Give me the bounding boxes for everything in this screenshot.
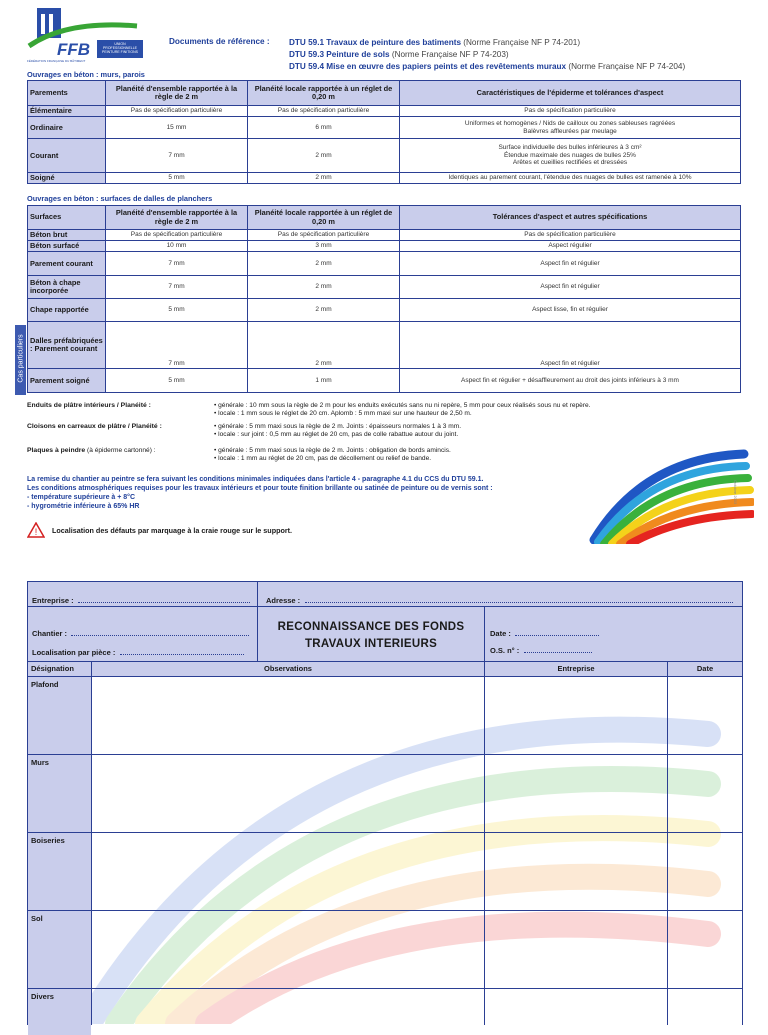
localisation-line: [120, 648, 244, 655]
section2-title: Ouvrages en béton : surfaces de dalles de planchers: [27, 194, 213, 203]
form-row-murs[interactable]: [28, 755, 742, 833]
entreprise-line: [78, 596, 250, 603]
condition-line: - hygrométrie inférieure à 65% HR: [27, 503, 140, 510]
row-label-sol: Sol: [28, 911, 91, 988]
cell: 2 mm: [248, 322, 400, 369]
cell: 7 mm: [106, 322, 248, 369]
svg-text:!: !: [34, 527, 38, 537]
inspection-form: [27, 581, 743, 1025]
table-row: [28, 106, 741, 117]
localisation-field[interactable]: [32, 642, 254, 660]
cell: Identiques au parement courant, l'étendue des nuages de bulles est ramenée à 10%: [400, 173, 741, 184]
adresse-label: Adresse :: [266, 596, 301, 605]
condition-line: La remise du chantier au peintre se fera suivant les conditions minimales indiquées dans l'article 4 - paragraphe 4.1 du CCS du DTU 59.1.: [27, 476, 484, 483]
cell: 2 mm: [248, 173, 400, 184]
table-header-row: [28, 81, 741, 106]
row-label: Dalles préfabriquées : Parement courant: [28, 322, 106, 369]
cell: 7 mm: [106, 139, 248, 173]
side-label-text: Cas particuliers: [17, 334, 25, 383]
row-label: Élémentaire: [28, 106, 106, 117]
localisation-label: Localisation par pièce :: [32, 648, 116, 657]
cell: Uniformes et homogènes / Nids de cailloux ou zones sableuses ragréées Balèvres affleurées par meulage: [400, 117, 741, 139]
cell: Pas de spécification particulière: [106, 230, 248, 241]
row-label: Béton à chape incorporée: [28, 276, 106, 299]
row-label: Ordinaire: [28, 117, 106, 139]
chantier-label: Chantier :: [32, 629, 68, 638]
col-header: Tolérances d'aspect et autres spécifications: [400, 206, 741, 230]
os-field[interactable]: [490, 640, 592, 658]
section1-title: Ouvrages en béton : murs, parois: [27, 70, 145, 79]
cell: 3 mm: [248, 241, 400, 252]
table-row: [28, 322, 741, 369]
condition-line: - température supérieure à + 8°C: [27, 494, 136, 501]
form-row-plafond[interactable]: [28, 677, 742, 755]
walls-spec-table: [27, 80, 741, 184]
col-header: Planéité locale rapportée à un réglet de 0,20 m: [248, 81, 400, 106]
cell: 5 mm: [106, 173, 248, 184]
cell: Pas de spécification particulière: [248, 106, 400, 117]
divider: [257, 582, 258, 606]
row-label: Courant: [28, 139, 106, 173]
cell: 2 mm: [248, 299, 400, 322]
cell: 7 mm: [106, 276, 248, 299]
rainbow-graphic: [584, 448, 754, 544]
cell: 2 mm: [248, 276, 400, 299]
cell: 2 mm: [248, 139, 400, 173]
conditions-block: [27, 475, 597, 511]
col-header: Planéité d'ensemble rapportée à la règle de 2 m: [106, 81, 248, 106]
row-label: Béton surfacé: [28, 241, 106, 252]
col-designation: Désignation: [31, 664, 74, 673]
form-title: [258, 619, 484, 653]
table-row: [28, 230, 741, 241]
row-label-boiseries: Boiseries: [28, 833, 91, 910]
form-title-line2: TRAVAUX INTERIEURS: [304, 638, 438, 650]
col-header: Planéité d'ensemble rapportée à la règle de 2 m: [106, 206, 248, 230]
row-label-plafond: Plafond: [28, 677, 91, 754]
reference-list: [289, 37, 685, 73]
cell: Aspect fin et régulier: [400, 276, 741, 299]
date-stamp: Octobre 2003: [733, 480, 738, 505]
cell: 5 mm: [106, 299, 248, 322]
table-row: [28, 276, 741, 299]
cell: 10 mm: [106, 241, 248, 252]
cell: 7 mm: [106, 252, 248, 276]
logo-text: FFB: [57, 40, 91, 59]
chantier-line: [71, 629, 249, 636]
table-row: [28, 369, 741, 393]
chantier-field[interactable]: [32, 623, 254, 641]
cell: 1 mm: [248, 369, 400, 393]
table-row: [28, 299, 741, 322]
cell: Aspect fin et régulier + désaffleurement au droit des joints inférieurs à 3 mm: [400, 369, 741, 393]
col-entreprise: Entreprise: [557, 664, 595, 673]
col-header: Parements: [28, 81, 106, 106]
side-label-cas-particuliers: [15, 325, 26, 395]
col-header: Caractéristiques de l'épiderme et tolérances d'aspect: [400, 81, 741, 106]
table-row: [28, 241, 741, 252]
col-header: Surfaces: [28, 206, 106, 230]
form-title-line1: RECONNAISSANCE DES FONDS: [277, 621, 465, 633]
ffb-logo: [27, 6, 147, 62]
col-observations: Observations: [264, 664, 312, 673]
col-header: Planéité locale rapportée à un réglet de 0,20 m: [248, 206, 400, 230]
cell: Pas de spécification particulière: [400, 230, 741, 241]
row-label: Parement courant: [28, 252, 106, 276]
condition-line: Les conditions atmosphériques requises pour les travaux intérieurs et pour toute finition brillante ou satinée de peinture ou de vernis sont :: [27, 485, 493, 492]
form-row-chantier: [28, 607, 742, 662]
entreprise-label: Entreprise :: [32, 596, 74, 605]
divider: [484, 607, 485, 661]
cell: 6 mm: [248, 117, 400, 139]
cell: Aspect fin et régulier: [400, 252, 741, 276]
reference-item: DTU 59.3 Peinture de sols (Norme Française NF P 74-203): [289, 50, 509, 59]
reference-item: DTU 59.1 Travaux de peinture des batiments (Norme Française NF P 74-201): [289, 38, 581, 47]
col-date: Date: [696, 664, 714, 673]
reference-item: DTU 59.4 Mise en œuvre des papiers peints et des revêtements muraux (Norme Française NF P 74-204): [289, 62, 686, 71]
cell: Aspect lisse, fin et régulier: [400, 299, 741, 322]
adresse-field[interactable]: [266, 590, 736, 608]
form-row-divers[interactable]: [28, 989, 742, 1029]
warning-icon: [27, 522, 45, 543]
date-label: Date :: [490, 629, 511, 638]
form-column-header: [28, 662, 742, 677]
cell: Surface individuelle des bulles inférieures à 3 cm² Étendue maximale des nuages de bulles 25% Arêtes et cueillies rectifiées et dressées: [400, 139, 741, 173]
note-lines: • générale : 10 mm sous la règle de 2 m pour les enduits exécutés sans nu ni repère, 5 mm pour ceux réalisés sous nu et repère. • locale : 1 mm sous le réglet de 20 cm. Aplomb : 5 mm maxi sur une hauteur de 2,50 m.: [214, 402, 591, 417]
warning-text: Localisation des défauts par marquage à la craie rouge sur le support.: [52, 526, 293, 535]
date-line: [515, 629, 599, 636]
adresse-line: [305, 596, 733, 603]
reference-label: Documents de référence :: [169, 37, 270, 46]
cell: Pas de spécification particulière: [106, 106, 248, 117]
row-label: Soigné: [28, 173, 106, 184]
cell: Pas de spécification particulière: [248, 230, 400, 241]
form-row-boiseries[interactable]: [28, 833, 742, 911]
cell: 5 mm: [106, 369, 248, 393]
date-field[interactable]: [490, 623, 599, 641]
table-row: [28, 117, 741, 139]
note-key: Plaques à peindre (à épiderme cartonné) :: [27, 447, 156, 454]
form-row-sol[interactable]: [28, 911, 742, 989]
row-label-divers: Divers: [28, 989, 91, 1035]
entreprise-field[interactable]: [32, 590, 252, 608]
logo-tagline: FÉDÉRATION FRANÇAISE DU BÂTIMENT: [27, 59, 86, 63]
note-key: Enduits de plâtre intérieurs / Planéité :: [27, 402, 151, 409]
table-row: [28, 139, 741, 173]
table-header-row: [28, 206, 741, 230]
table-row: [28, 173, 741, 184]
note-key: Cloisons en carreaux de plâtre / Planéité :: [27, 423, 162, 430]
cell: 15 mm: [106, 117, 248, 139]
slabs-spec-table: [27, 205, 741, 393]
logo-subtext: UNION PROFESSIONNELLE PEINTURE FINITIONS: [102, 42, 138, 54]
row-label: Béton brut: [28, 230, 106, 241]
cell: 2 mm: [248, 252, 400, 276]
cell: Aspect fin et régulier: [400, 322, 741, 369]
form-row-entreprise: [28, 582, 742, 607]
cell: Pas de spécification particulière: [400, 106, 741, 117]
row-label: Parement soigné: [28, 369, 106, 393]
os-label: O.S. n° :: [490, 646, 520, 655]
row-label: Chape rapportée: [28, 299, 106, 322]
cell: Aspect régulier: [400, 241, 741, 252]
note-lines: • générale : 5 mm maxi sous la règle de 2 m. Joints : épaisseurs normales 1 à 3 mm. • locale : sur joint : 0,5 mm au réglet de 20 cm, pas de colle rabattue autour du joint.: [214, 423, 462, 438]
table-row: [28, 252, 741, 276]
row-label-murs: Murs: [28, 755, 91, 832]
os-line: [524, 646, 592, 653]
note-lines: • générale : 5 mm maxi sous la règle de 2 m. Joints : obligation de bords amincis. • locale : 1 mm au réglet de 20 cm, pas de décollement ou relief de bande.: [214, 447, 451, 462]
